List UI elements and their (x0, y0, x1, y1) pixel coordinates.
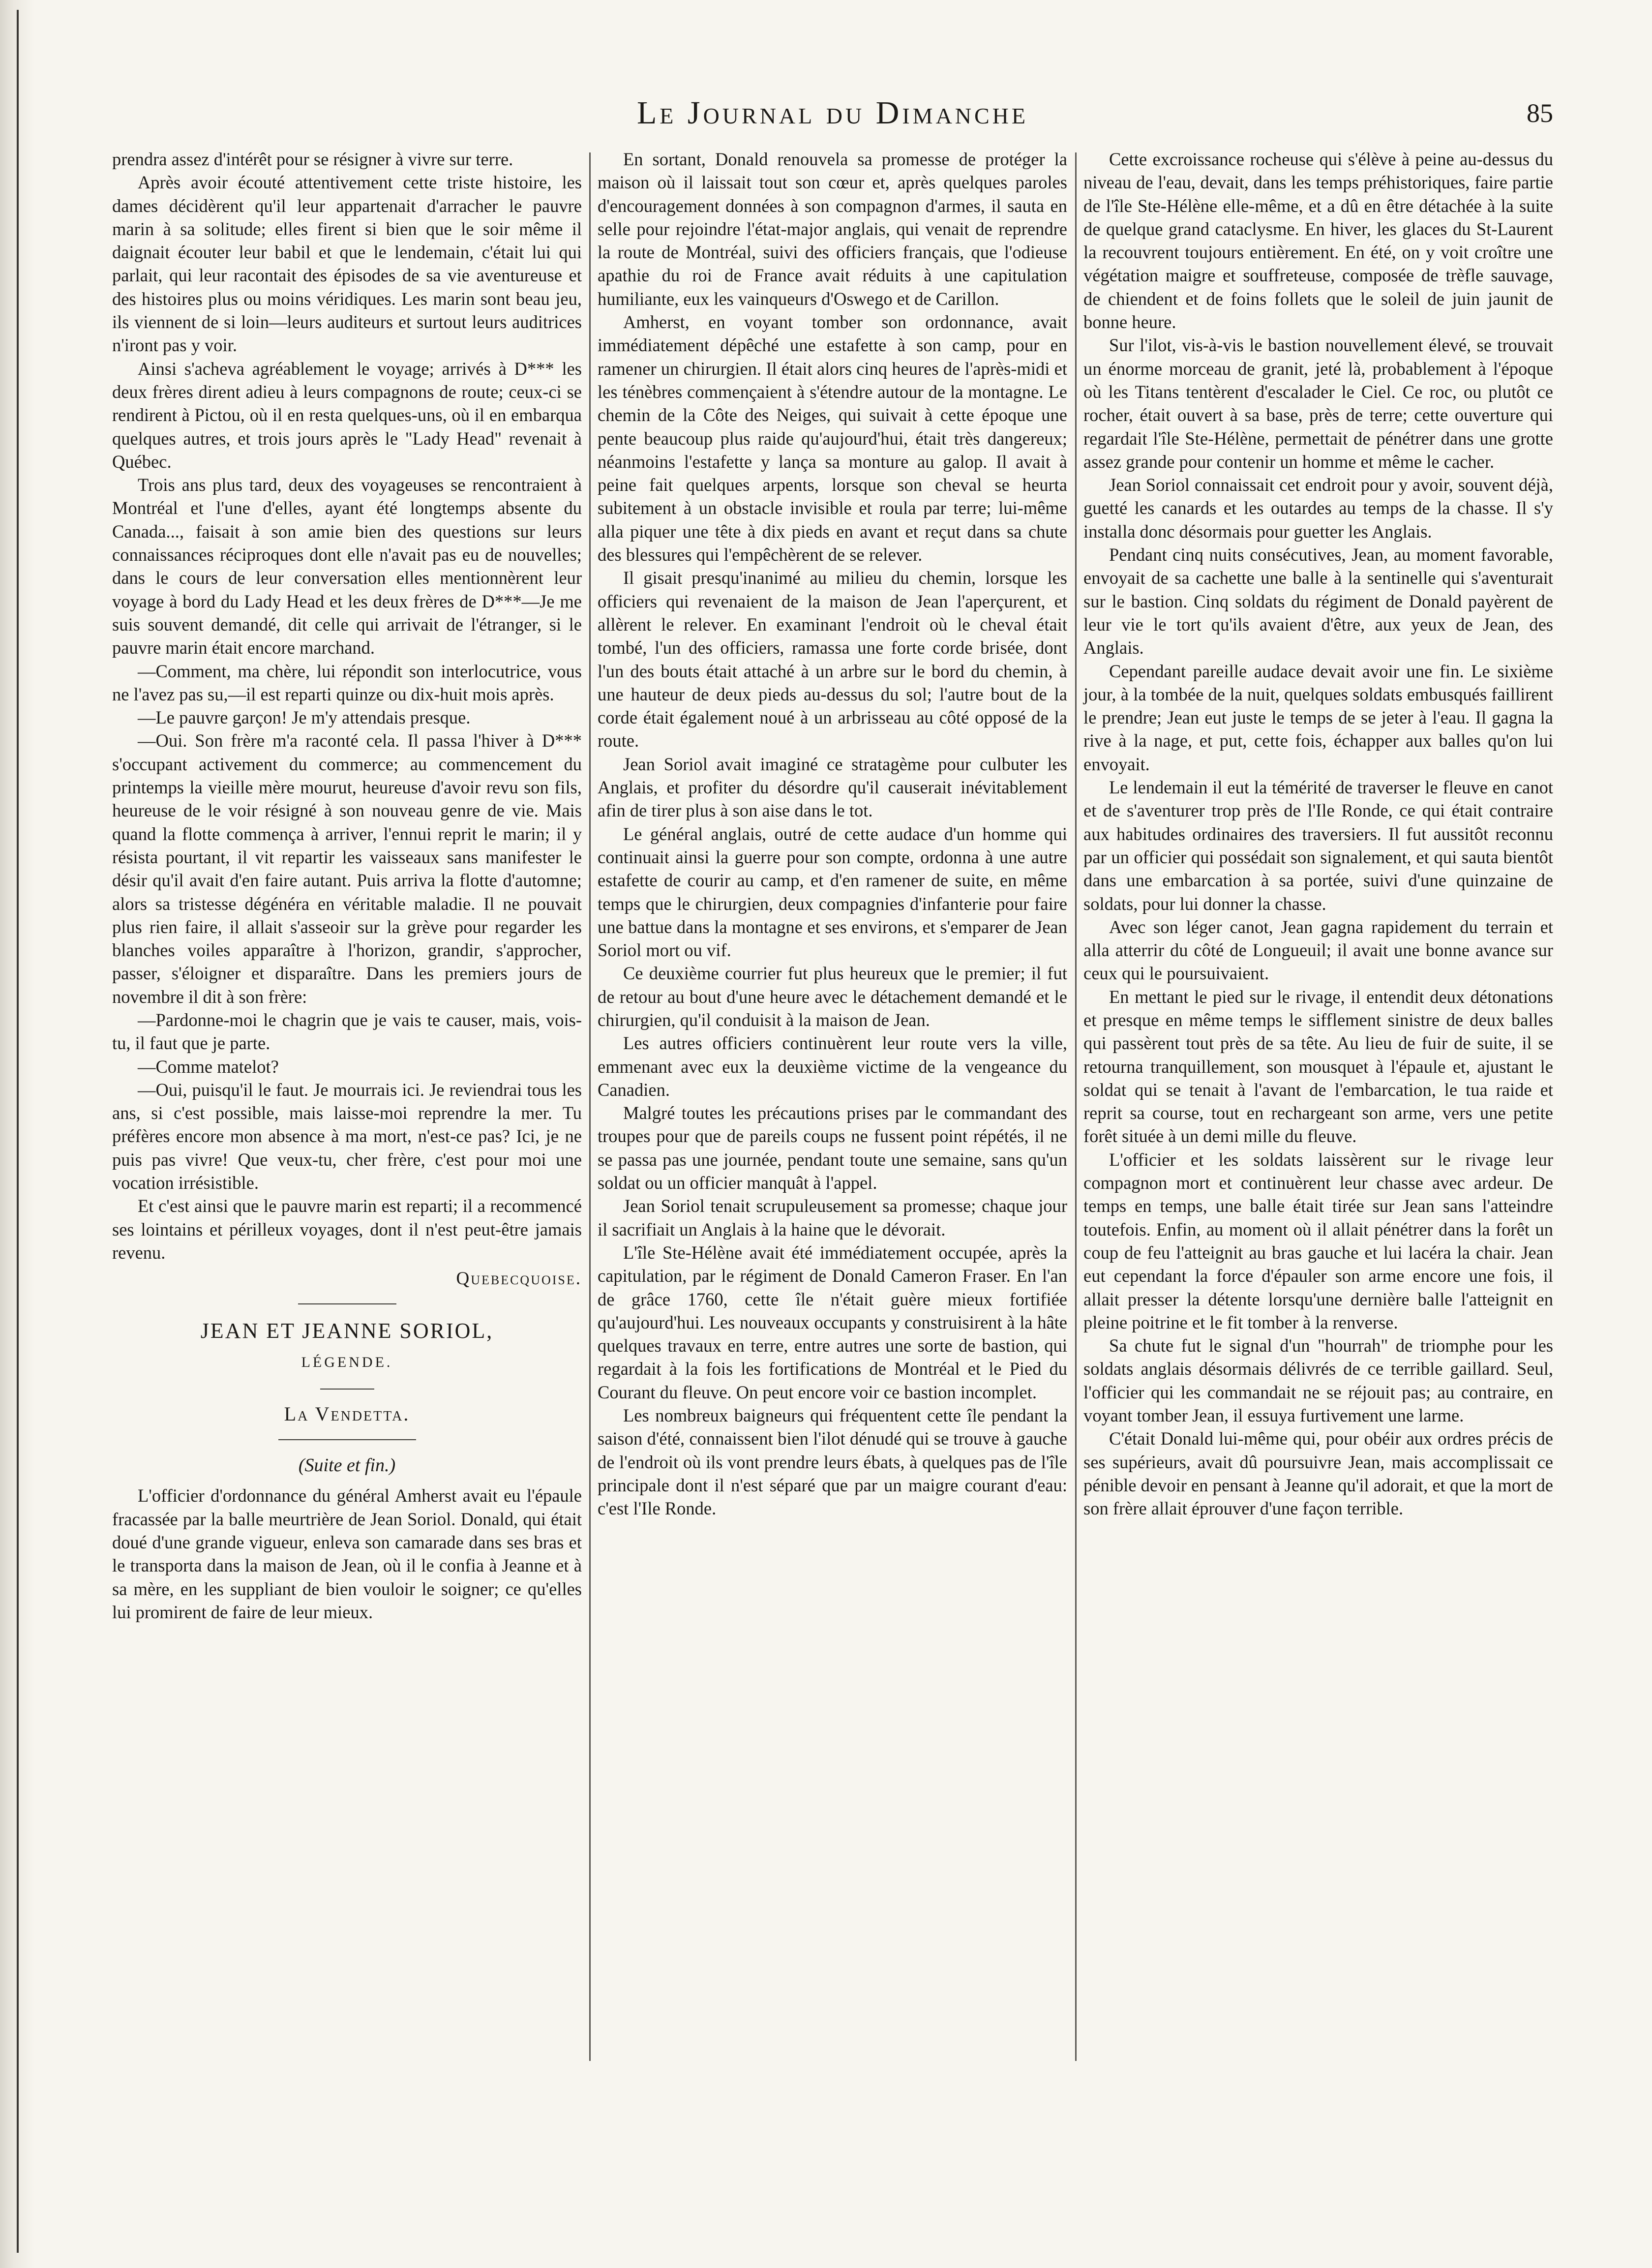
paragraph: —Comment, ma chère, lui répondit son interlocutrice, vous ne l'avez pas su,—il est reparti quinze ou dix-huit mois après. (112, 661, 582, 704)
story-subtitle: LÉGENDE. (301, 1354, 393, 1370)
paragraph: Sur l'ilot, vis-à-vis le bastion nouvellement élevé, se trouvait un énorme morceau de granit, jeté là, probablement à l'époque où les Titans tentèrent d'escalader le Ciel. Ce roc, ou plutôt ce rocher, était ouvert à sa base, près de terre; cette ouverture qui regardait l'île Ste-Hélène, permettait de pénétrer dans une grotte assez grande pour contenir un homme et même le cacher. (1083, 335, 1553, 472)
binding-line (17, 10, 19, 2253)
paragraph: —Comme matelot? (138, 1056, 279, 1077)
paragraph: Trois ans plus tard, deux des voyageuses se rencontraient à Montréal et l'une d'elles, ayant été longtemps absente du Canada..., faisait à son amie bien des questions sur leurs connaissances réciproques dont elle n'avait pas eu de nouvelles; dans le cours de leur conversation elles mentionnèrent leur voyage à bord du Lady Head et les deux frères de D***—Je me suis souvent demandé, dit celle qui arrivait de l'étranger, si le pauvre marin était encore marchand. (112, 475, 582, 658)
paragraph: —Pardonne-moi le chagrin que je vais te causer, mais, vois-tu, il faut que je parte. (112, 1009, 582, 1054)
paragraph: Il gisait presqu'inanimé au milieu du chemin, lorsque les officiers qui revenaient de la maison de Jean l'aperçurent, et allèrent le relever. En examinant l'endroit où le cheval était tombé, l'un des officiers, ramassa une forte corde brisée, dont l'un des bouts était attaché à un arbre sur le bord du chemin, à une hauteur de deux pieds au-dessus du sol; l'autre bout de la corde était également noué à un arbrisseau au côté opposé de la route. (598, 568, 1067, 751)
column-1 (112, 148, 582, 1624)
paragraph: —Oui. Son frère m'a raconté cela. Il passa l'hiver à D*** s'occupant activement du commerce; au commencement du printemps la vieille mère mourut, heureuse d'avoir revu son fils, heureuse de le voir résigné à son nouveau genre de vie. Mais quand la flotte commença à arriver, l'ennui reprit le marin; il y résista pourtant, il vit repartir les vaisseaux sans manifester le désir qu'il avait d'en faire autant. Puis arriva la flotte d'automne; alors sa tristesse dégénéra en véritable maladie. Il ne pouvait plus rien faire, il allait s'asseoir sur la grève pour regarder les blanches voiles apparaître à l'horizon, grandir, s'approcher, passer, s'éloigner et disparaître. Dans les premiers jours de novembre il dit à son frère: (112, 730, 582, 1007)
paragraph: L'officier et les soldats laissèrent sur le rivage leur compagnon mort et continuèrent leur chasse avec ardeur. De temps en temps, une balle était tirée sur Jean sans l'atteindre toutefois. Enfin, au moment où il allait pénétrer dans la forêt un coup de feu l'atteignit au bras gauche et lui lacéra la chair. Jean eut cependant la force d'épauler son arme encore une fois, il allait presser la détente lorsqu'une dernière balle l'atteignit en pleine poitrine et le fit tomber à la renverse. (1083, 1149, 1553, 1332)
separator-rule (278, 1439, 416, 1440)
author-signature: Quebecquoise. (456, 1269, 582, 1289)
paragraph: Jean Soriol connaissait cet endroit pour y avoir, souvent déjà, guetté les canards et les outardes au temps de la chasse. Il s'y installa donc désormais pour guetter les Anglais. (1083, 475, 1553, 542)
paragraph: prendra assez d'intérêt pour se résigner à vivre sur terre. (112, 149, 513, 169)
column-3 (1083, 148, 1553, 1520)
paragraph: Pendant cinq nuits consécutives, Jean, au moment favorable, envoyait de sa cachette une balle à la sentinelle qui s'aventurait sur le bastion. Cinq soldats du régiment de Donald payèrent de leur vie le tort qu'ils avaient d'être, aux yeux de Jean, des Anglais. (1083, 544, 1553, 658)
separator-rule (298, 1303, 396, 1304)
paragraph: En mettant le pied sur le rivage, il entendit deux détonations et presque en même temps le sifflement sinistre de deux balles qui passèrent tout près de sa tête. Au lieu de fuir de suite, il se retourna tranquillement, son mousquet à l'épaule et, ajustant le soldat qui se tenait à l'avant de l'embarcation, le tua raide et reprit sa course, tout en rechargeant son arme, vers une petite forêt située à un demi mille du fleuve. (1083, 986, 1553, 1147)
paragraph: Ainsi s'acheva agréablement le voyage; arrivés à D*** les deux frères dirent adieu à leurs compagnons de route; ceux-ci se rendirent à Pictou, où il en resta quelques-uns, où il en embarqua quelques autres, et trois jours après le "Lady Head" revenait à Québec. (112, 358, 582, 472)
separator-rule (320, 1389, 374, 1390)
paragraph: Et c'est ainsi que le pauvre marin est reparti; il a recommencé ses lointains et périlleux voyages, dont il n'est peut-être jamais revenu. (112, 1196, 582, 1263)
continuation-note: (Suite et fin.) (298, 1455, 396, 1476)
paragraph: L'officier d'ordonnance du général Amherst avait eu l'épaule fracassée par la balle meurtrière de Jean Soriol. Donald, qui était doué d'une grande vigueur, enleva son camarade dans ses bras et le transporta dans la maison de Jean, où il le confia à Jeanne et à sa mère, en les suppliant de bien vouloir le soigner; ce qu'elles lui promirent de faire de leur mieux. (112, 1485, 582, 1622)
paragraph: Jean Soriol avait imaginé ce stratagème pour culbuter les Anglais, et profiter du désordre qu'il causerait inévitablement afin de tirer plus à son aise dans le tot. (598, 754, 1067, 821)
paragraph: Avec son léger canot, Jean gagna rapidement du terrain et alla atterrir du côté de Longueuil; il avait une bonne avance sur ceux qui le poursuivaient. (1083, 916, 1553, 984)
paragraph: L'île Ste-Hélène avait été immédiatement occupée, après la capitulation, par le régiment de Donald Cameron Fraser. En l'an de grâce 1760, cette île n'était guère mieux fortifiée qu'aujourd'hui. Les nouveaux occupants y construisirent à la hâte quelques travaux en terre, entre autres une sorte de bastion, qui regardait à la fois les fortifications de Montréal et le Pied du Courant du fleuve. On peut encore voir ce bastion incomplet. (598, 1242, 1067, 1402)
column-divider-1 (589, 152, 591, 2061)
column-2 (598, 148, 1067, 1520)
paragraph: Ce deuxième courrier fut plus heureux que le premier; il fut de retour au bout d'une heure avec le détachement demandé et le chirurgien, qu'il conduisit à la maison de Jean. (598, 963, 1067, 1030)
paragraph: C'était Donald lui-même qui, pour obéir aux ordres précis de ses supérieurs, avait dû poursuivre Jean, mais accomplissait ce pénible devoir en pensant à Jeanne qu'il adorait, et que la mort de son frère allait éprouver d'une façon terrible. (1083, 1428, 1553, 1519)
masthead: Le Journal du Dimanche (636, 95, 1029, 131)
column-divider-2 (1075, 152, 1077, 2061)
paragraph: Le lendemain il eut la témérité de traverser le fleuve en canot et de s'aventurer trop près de l'Ile Ronde, ce qui était contraire aux habitudes ordinaires des traversiers. Il fut aussitôt reconnu par un officier qui possédait son signalement, et qui sauta bientôt dans une embarcation à sa portée, suivi d'une quinzaine de soldats, pour lui donner la chasse. (1083, 777, 1553, 914)
paragraph: Après avoir écouté attentivement cette triste histoire, les dames décidèrent qu'il leur appartenait d'arracher le pauvre marin à sa solitude; elles firent si bien que le soir même il daignait écouter leur babil et que le lendemain, c'était lui qui parlait, qui leur racontait des épisodes de sa vie aventureuse et des histoires plus ou moins véridiques. Les marin sont beau jeu, ils viennent de si loin—leurs auditeurs et surtout leurs auditrices n'iront pas y voir. (112, 172, 582, 356)
paragraph: Malgré toutes les précautions prises par le commandant des troupes pour que de pareils coups ne fussent point répétés, il ne se passa pas une journée, pendant toute une semaine, sans qu'un soldat ou un officier manquât à l'appel. (598, 1103, 1067, 1193)
paragraph: —Oui, puisqu'il le faut. Je mourrais ici. Je reviendrai tous les ans, si c'est possible, mais laisse-moi reprendre la mer. Tu préfères encore mon absence à ma mort, n'est-ce pas? Ici, je ne puis pas vivre! Que veux-tu, cher frère, c'est pour moi une vocation irrésistible. (112, 1079, 582, 1193)
paragraph: —Le pauvre garçon! Je m'y attendais presque. (138, 707, 471, 728)
paragraph: Les autres officiers continuèrent leur route vers la ville, emmenant avec eux la deuxième victime de la vengeance du Canadien. (598, 1033, 1067, 1100)
page-number: 85 (1527, 98, 1553, 128)
paragraph: Le général anglais, outré de cette audace d'un homme qui continuait ainsi la guerre pour son compte, ordonna à une autre estafette de courir au camp, et d'en ramener de suite, en même temps que le chirurgien, deux compagnies d'infanterie pour faire une battue dans la montagne et ses environs, et s'emparer de Jean Soriol mort ou vif. (598, 823, 1067, 961)
chapter-title: La Vendetta. (284, 1402, 410, 1425)
paragraph: Amherst, en voyant tomber son ordonnance, avait immédiatement dépêché une estafette à son camp, pour en ramener un chirurgien. Il était alors cinq heures de l'après-midi et les ténèbres commençaient à s'étendre autour de la montagne. Le chemin de la Côte des Neiges, qui suivait à cette époque une pente beaucoup plus raide qu'aujourd'hui, était très dangereux; néanmoins l'estafette y lança sa monture au galop. Il avait à peine fait quelques arpents, lorsque son cheval se heurta subitement à un obstacle invisible et roula par terre; lui-même alla piquer une tête à dix pieds en avant et reçut dans sa chute des blessures qui l'empêchèrent de se relever. (598, 312, 1067, 565)
paragraph: Les nombreux baigneurs qui fréquentent cette île pendant la saison d'été, connaissent bien l'ilot dénudé qui se trouve à gauche de l'endroit où ils vont prendre leurs ébats, à quelques pas de l'île principale dont il n'est séparé que par un maigre courant d'eau: c'est l'Ile Ronde. (598, 1405, 1067, 1519)
story-title: JEAN ET JEANNE SORIOL, (200, 1318, 494, 1343)
paragraph: En sortant, Donald renouvela sa promesse de protéger la maison où il laissait tout son cœur et, après quelques paroles d'encouragement données à son compagnon d'armes, il sauta en selle pour rejoindre l'état-major anglais, qui venait de reprendre la route de Montréal, suivi des officiers français, que l'odieuse apathie du roi de France avait réduits à une capitulation humiliante, eux les vainqueurs d'Oswego et de Carillon. (598, 149, 1067, 309)
paragraph: Cependant pareille audace devait avoir une fin. Le sixième jour, à la tombée de la nuit, quelques soldats embusqués faillirent le prendre; Jean eut juste le temps de se jeter à l'eau. Il gagna la rive à la nage, et put, cette fois, échapper aux balles qu'on lui envoyait. (1083, 661, 1553, 774)
page-header (112, 91, 1553, 135)
paragraph: Jean Soriol tenait scrupuleusement sa promesse; chaque jour il sacrifiait un Anglais à la haine que le dévorait. (598, 1196, 1067, 1240)
paragraph: Sa chute fut le signal d'un "hourrah" de triomphe pour les soldats anglais désormais délivrés de ce terrible gaillard. Seul, l'officier qui les commandait ne se réjouit pas; au contraire, en voyant tomber Jean, il essuya furtivement une larme. (1083, 1335, 1553, 1426)
paragraph: Cette excroissance rocheuse qui s'élève à peine au-dessus du niveau de l'eau, devait, dans les temps préhistoriques, faire partie de l'île Ste-Hélène elle-même, et a dû en être détachée à la suite de quelque grand cataclysme. En hiver, les glaces du St-Laurent la recouvrent toujours entièrement. En été, on y voit croître une végétation maigre et souffreteuse, composée de trèfle sauvage, de chiendent et de foins follets que le soleil de juin jaunit de bonne heure. (1083, 149, 1553, 333)
